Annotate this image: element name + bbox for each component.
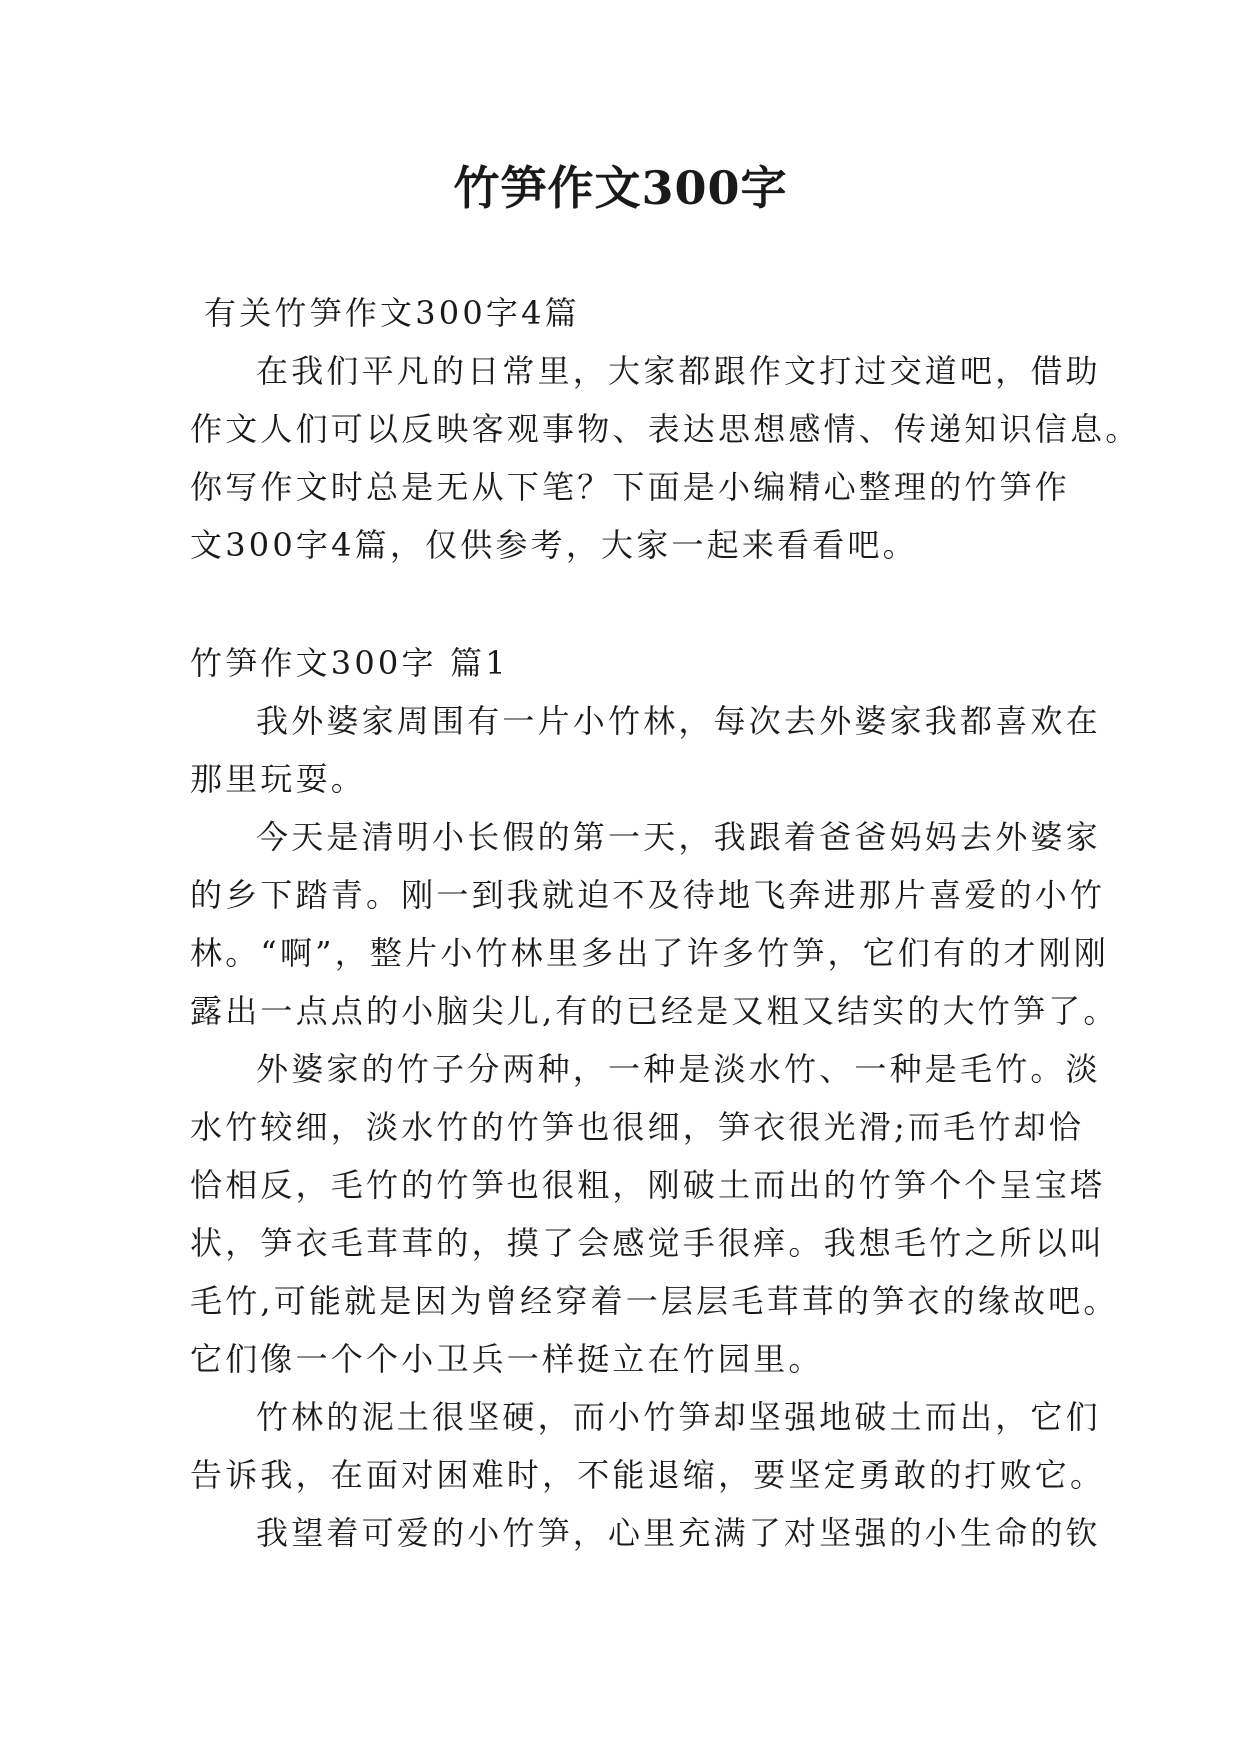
paragraph <box>190 1040 1119 1388</box>
text-line: 的乡下踏青。刚一到我就迫不及待地飞奔进那片喜爱的小竹 <box>190 876 1106 914</box>
text-line: 它们像一个个小卫兵一样挺立在竹园里。 <box>190 1340 824 1378</box>
text-line: 在我们平凡的日常里，大家都跟作文打过交道吧，借助 <box>256 352 1101 390</box>
document-title: 竹笋作文300字 <box>453 161 788 215</box>
text-line: 水竹较细，淡水竹的竹笋也很细，笋衣很光滑;而毛竹却恰 <box>190 1108 1084 1146</box>
text-line: 外婆家的竹子分两种，一种是淡水竹、一种是毛竹。淡 <box>256 1050 1101 1088</box>
text-line: 那里玩耍。 <box>190 760 367 798</box>
section-heading: 竹笋作文300字 篇1 <box>190 644 509 682</box>
text-line: 竹林的泥土很坚硬，而小竹笋却坚强地破土而出，它们 <box>256 1398 1101 1436</box>
document-body <box>190 284 1141 1562</box>
text-line: 告诉我，在面对困难时，不能退缩，要坚定勇敢的打败它。 <box>190 1456 1106 1494</box>
document-subtitle: 有关竹笋作文300字4篇 <box>204 294 580 332</box>
text-line: 林。“啊”，整片小竹林里多出了许多竹笋，它们有的才刚刚 <box>190 934 1110 972</box>
text-line: 我望着可爱的小竹笋，心里充满了对坚强的小生命的钦 <box>256 1514 1101 1552</box>
paragraph <box>190 692 1101 808</box>
text-line: 状，笋衣毛茸茸的，摸了会感觉手很痒。我想毛竹之所以叫 <box>190 1224 1106 1262</box>
text-line: 作文人们可以反映客观事物、表达思想感情、传递知识信息。 <box>190 410 1141 448</box>
text-line: 今天是清明小长假的第一天，我跟着爸爸妈妈去外婆家 <box>256 818 1101 856</box>
paragraph <box>190 808 1119 1040</box>
text-line: 毛竹,可能就是因为曾经穿着一层层毛茸茸的笋衣的缘故吧。 <box>190 1282 1119 1320</box>
text-line: 文300字4篇，仅供参考，大家一起来看看吧。 <box>190 526 918 564</box>
text-line: 我外婆家周围有一片小竹林，每次去外婆家我都喜欢在 <box>256 702 1101 740</box>
text-line: 恰相反，毛竹的竹笋也很粗，刚破土而出的竹笋个个呈宝塔 <box>190 1166 1106 1204</box>
intro-paragraph <box>190 342 1141 574</box>
text-line: 你写作文时总是无从下笔？下面是小编精心整理的竹笋作 <box>190 468 1071 506</box>
paragraph <box>190 1504 1101 1562</box>
paragraph <box>190 1388 1106 1504</box>
text-line: 露出一点点的小脑尖儿,有的已经是又粗又结实的大竹笋了。 <box>190 992 1119 1030</box>
section-gap <box>190 574 1070 634</box>
